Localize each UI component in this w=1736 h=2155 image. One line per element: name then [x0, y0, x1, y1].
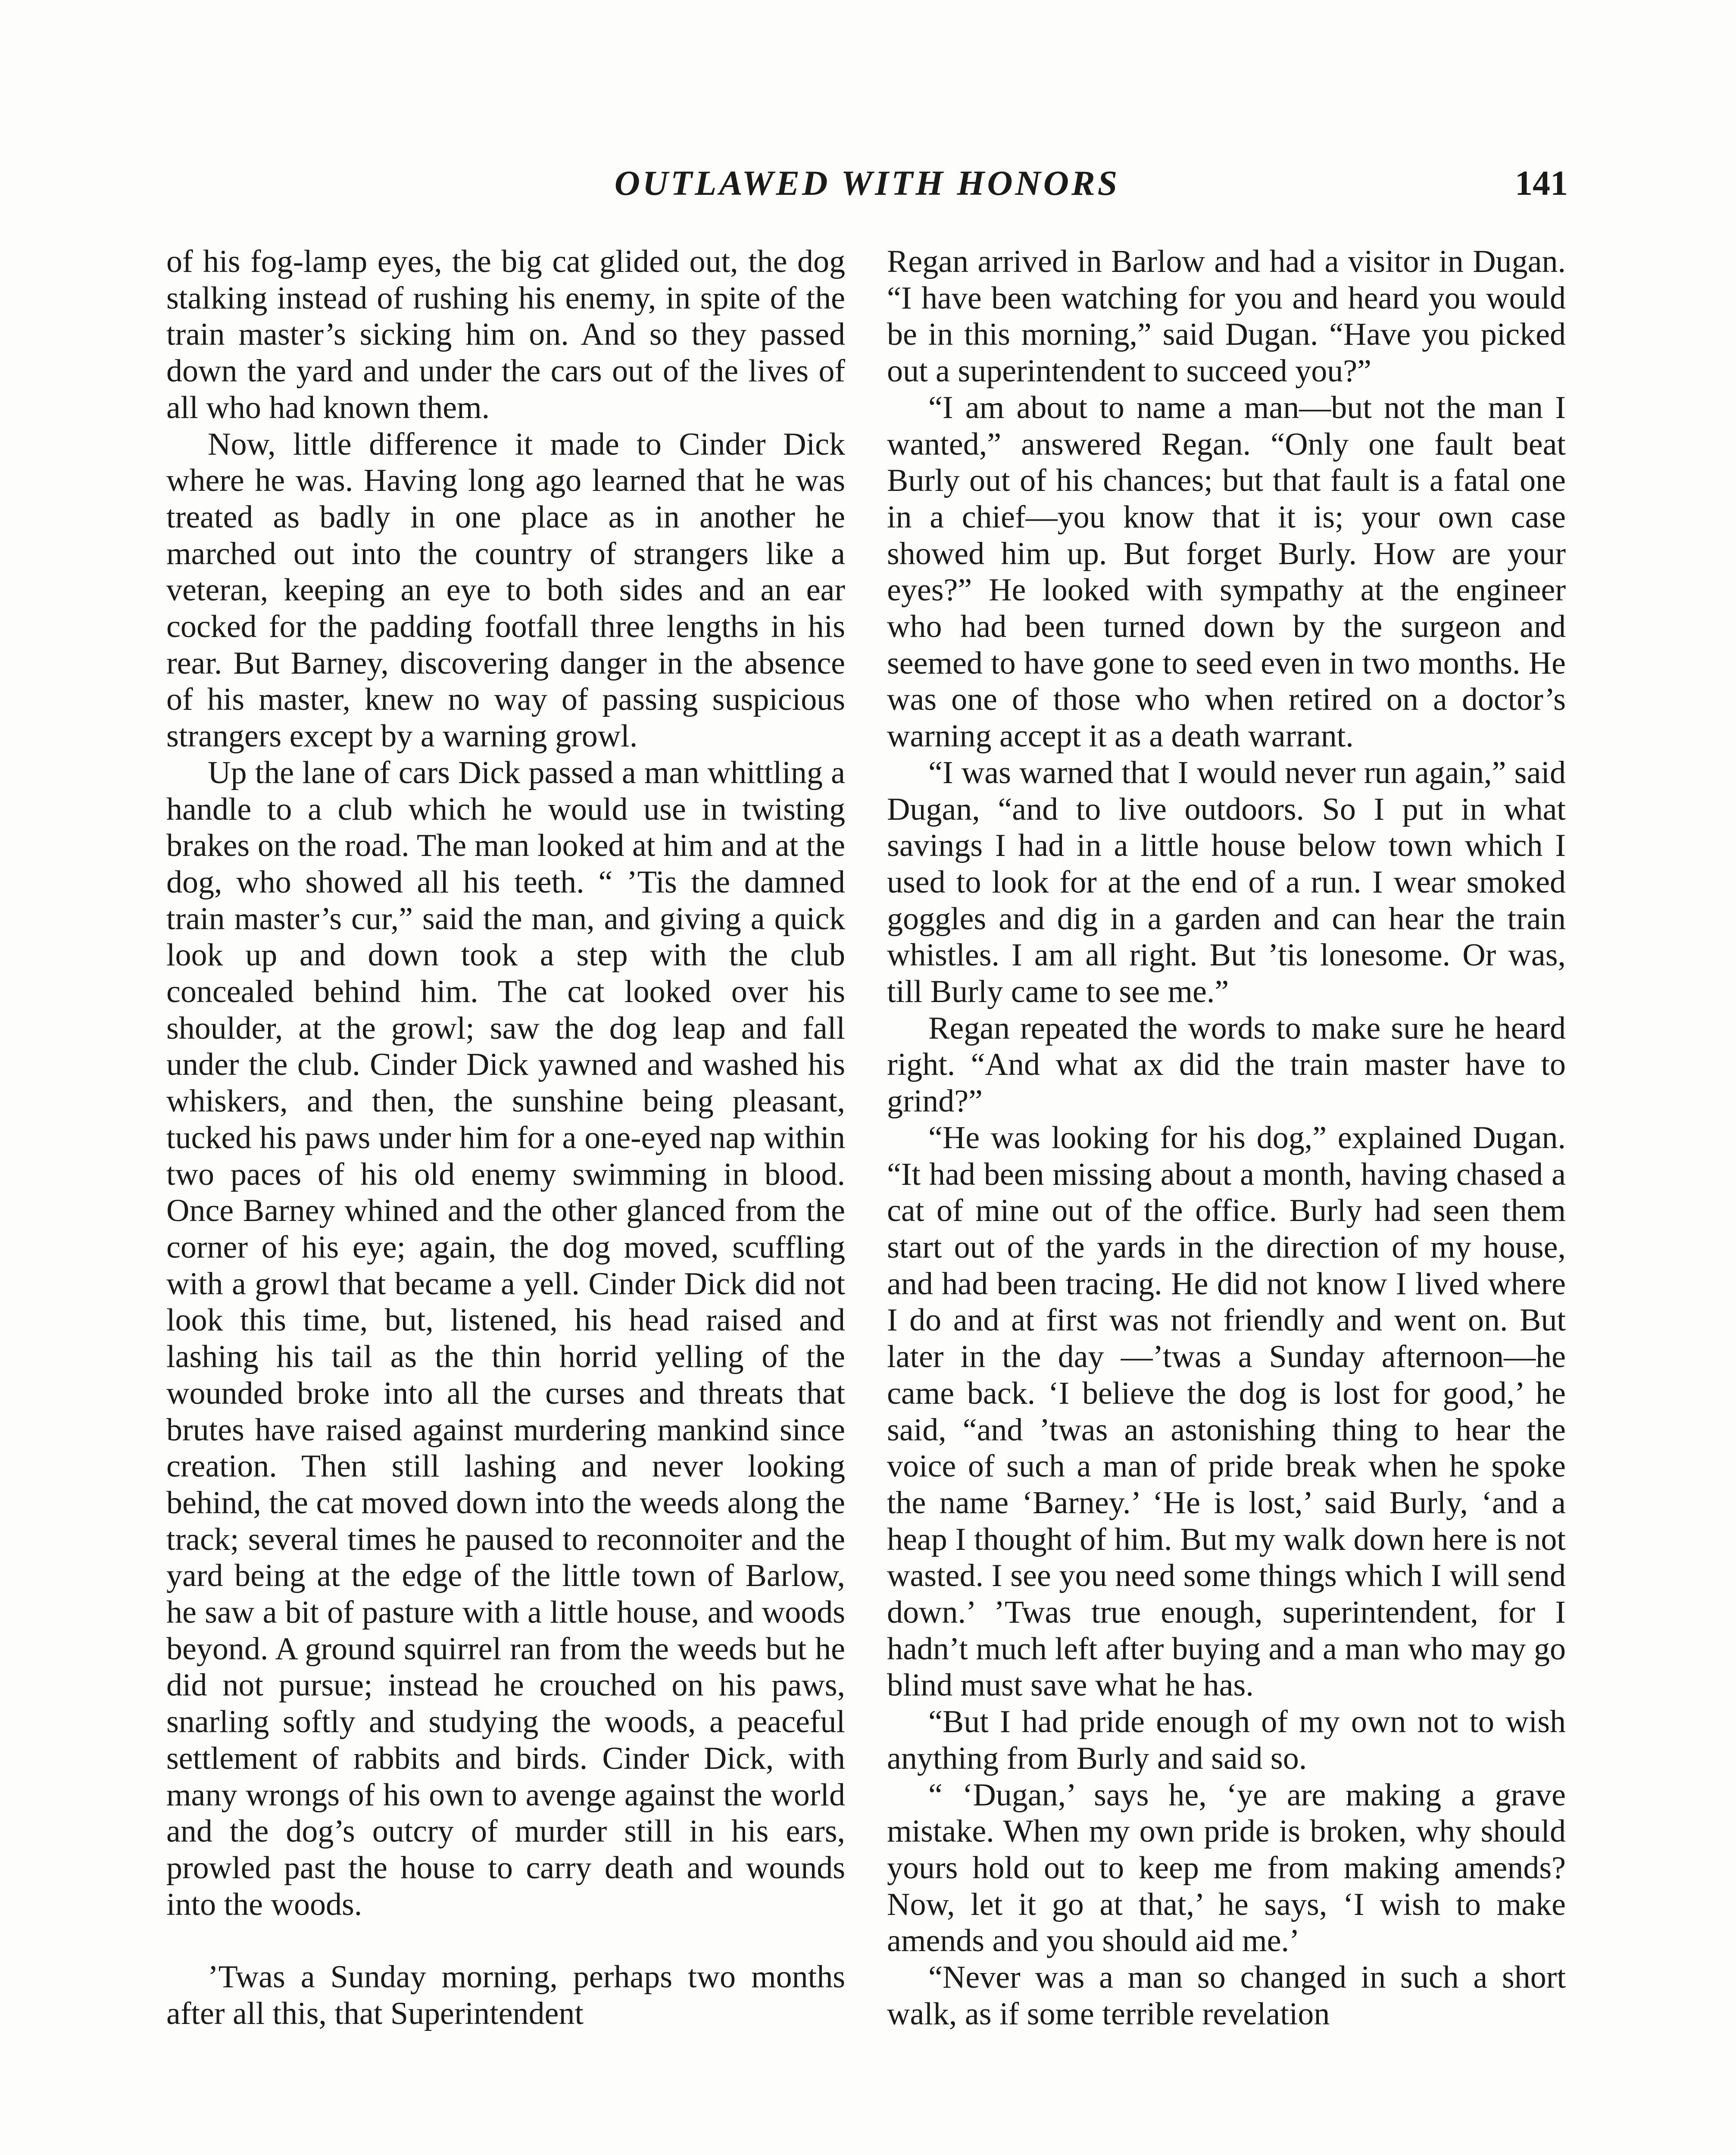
paragraph: “He was looking for his dog,” explained Dugan. “It had been missing about a month, having chased a cat of mine out of the office. Burly had seen them start out of the yards in the direction of my house, and had been tracing. He did not know I lived where I do and at first was not friendly and went on. But later in the day —’twas a Sunday afternoon—he came back. ‘I believe the dog is lost for good,’ he said, “and ’twas an astonishing thing to hear the voice of such a man of pride break when he spoke the name ‘Barney.’ ‘He is lost,’ said Burly, ‘and a heap I thought of him. But my walk down here is not wasted. I see you need some things which I will send down.’ ’Twas true enough, superintendent, for I hadn’t much left after buying and a man who may go blind must save what he has.	[887, 1120, 1566, 1703]
paragraph: of his fog-lamp eyes, the big cat glided out, the dog stalking instead of rushing his enemy, in spite of the train master’s sicking him on. And so they passed down the yard and under the cars out of the lives of all who had known them.	[166, 244, 845, 425]
paragraph: “I was warned that I would never run again,” said Dugan, “and to live outdoors. So I put in what savings I had in a little house below town which I used to look for at the end of a run. I wear smoked goggles and dig in a garden and can hear the train whistles. I am all right. But ’tis lonesome. Or was, till Burly came to see me.”	[887, 755, 1566, 1010]
paragraph: “But I had pride enough of my own not to wish anything from Burly and said so.	[887, 1704, 1566, 1776]
paragraph: Up the lane of cars Dick passed a man whittling a handle to a club which he would use in twisting brakes on the road. The man looked at him and at the dog, who showed all his teeth. “ ’Tis the damned train master’s cur,” said the man, and giving a quick look up and down took a step with the club concealed behind him. The cat looked over his shoulder, at the growl; saw the dog leap and fall under the club. Cinder Dick yawned and washed his whiskers, and then, the sunshine being pleasant, tucked his paws under him for a one-eyed nap within two paces of his old enemy swimming in blood. Once Barney whined and the other glanced from the corner of his eye; again, the dog moved, scuffling with a growl that became a yell. Cinder Dick did not look this time, but, listened, his head raised and lashing his tail as the thin horrid yelling of the wounded broke into all the curses and threats that brutes have raised against murdering mankind since creation. Then still lashing and never looking behind, the cat moved down into the weeds along the track; several times he paused to reconnoiter and the yard being at the edge of the little town of Barlow, he saw a bit of pasture with a little house, and woods beyond. A ground squirrel ran from the weeds but he did not pursue; instead he crouched on his paws, snarling softly and studying the woods, a peaceful settlement of rabbits and birds. Cinder Dick, with many wrongs of his own to avenge against the world and the dog’s outcry of murder still in his ears, prowled past the house to carry death and wounds into the woods.	[166, 755, 845, 1922]
running-title: OUTLAWED WITH HONORS	[614, 163, 1120, 203]
right-column	[887, 244, 1566, 2032]
paragraph: “Never was a man so changed in such a short walk, as if some terrible revelation	[887, 1960, 1566, 2032]
left-column	[166, 244, 845, 2032]
paragraph: Regan repeated the words to make sure he heard right. “And what ax did the train master have to grind?”	[887, 1010, 1566, 1119]
paragraph: “I am about to name a man—but not the man I wanted,” answered Regan. “Only one fault beat Burly out of his chances; but that fault is a fatal one in a chief—you know that it is; your own case showed him up. But forget Burly. How are your eyes?” He looked with sympathy at the engineer who had been turned down by the surgeon and seemed to have gone to seed even in two months. He was one of those who when retired on a doctor’s warning accept it as a death warrant.	[887, 390, 1566, 754]
page-number: 141	[1515, 163, 1568, 203]
paragraph: Now, little difference it made to Cinder Dick where he was. Having long ago learned that he was treated as badly in one place as in another he marched out into the country of strangers like a veteran, keeping an eye to both sides and an ear cocked for the padding footfall three lengths in his rear. But Barney, discovering danger in the absence of his master, knew no way of passing suspicious strangers except by a warning growl.	[166, 426, 845, 754]
paragraph: Regan arrived in Barlow and had a visitor in Dugan. “I have been watching for you and heard you would be in this morning,” said Dugan. “Have you picked out a superintendent to succeed you?”	[887, 244, 1566, 389]
paragraph: ’Twas a Sunday morning, perhaps two months after all this, that Superintendent	[166, 1959, 845, 2032]
page-header	[166, 163, 1568, 210]
paragraph: “ ‘Dugan,’ says he, ‘ye are making a grave mistake. When my own pride is broken, why should yours hold out to keep me from making amends? Now, let it go at that,’ he says, ‘I wish to make amends and you should aid me.’	[887, 1777, 1566, 1959]
